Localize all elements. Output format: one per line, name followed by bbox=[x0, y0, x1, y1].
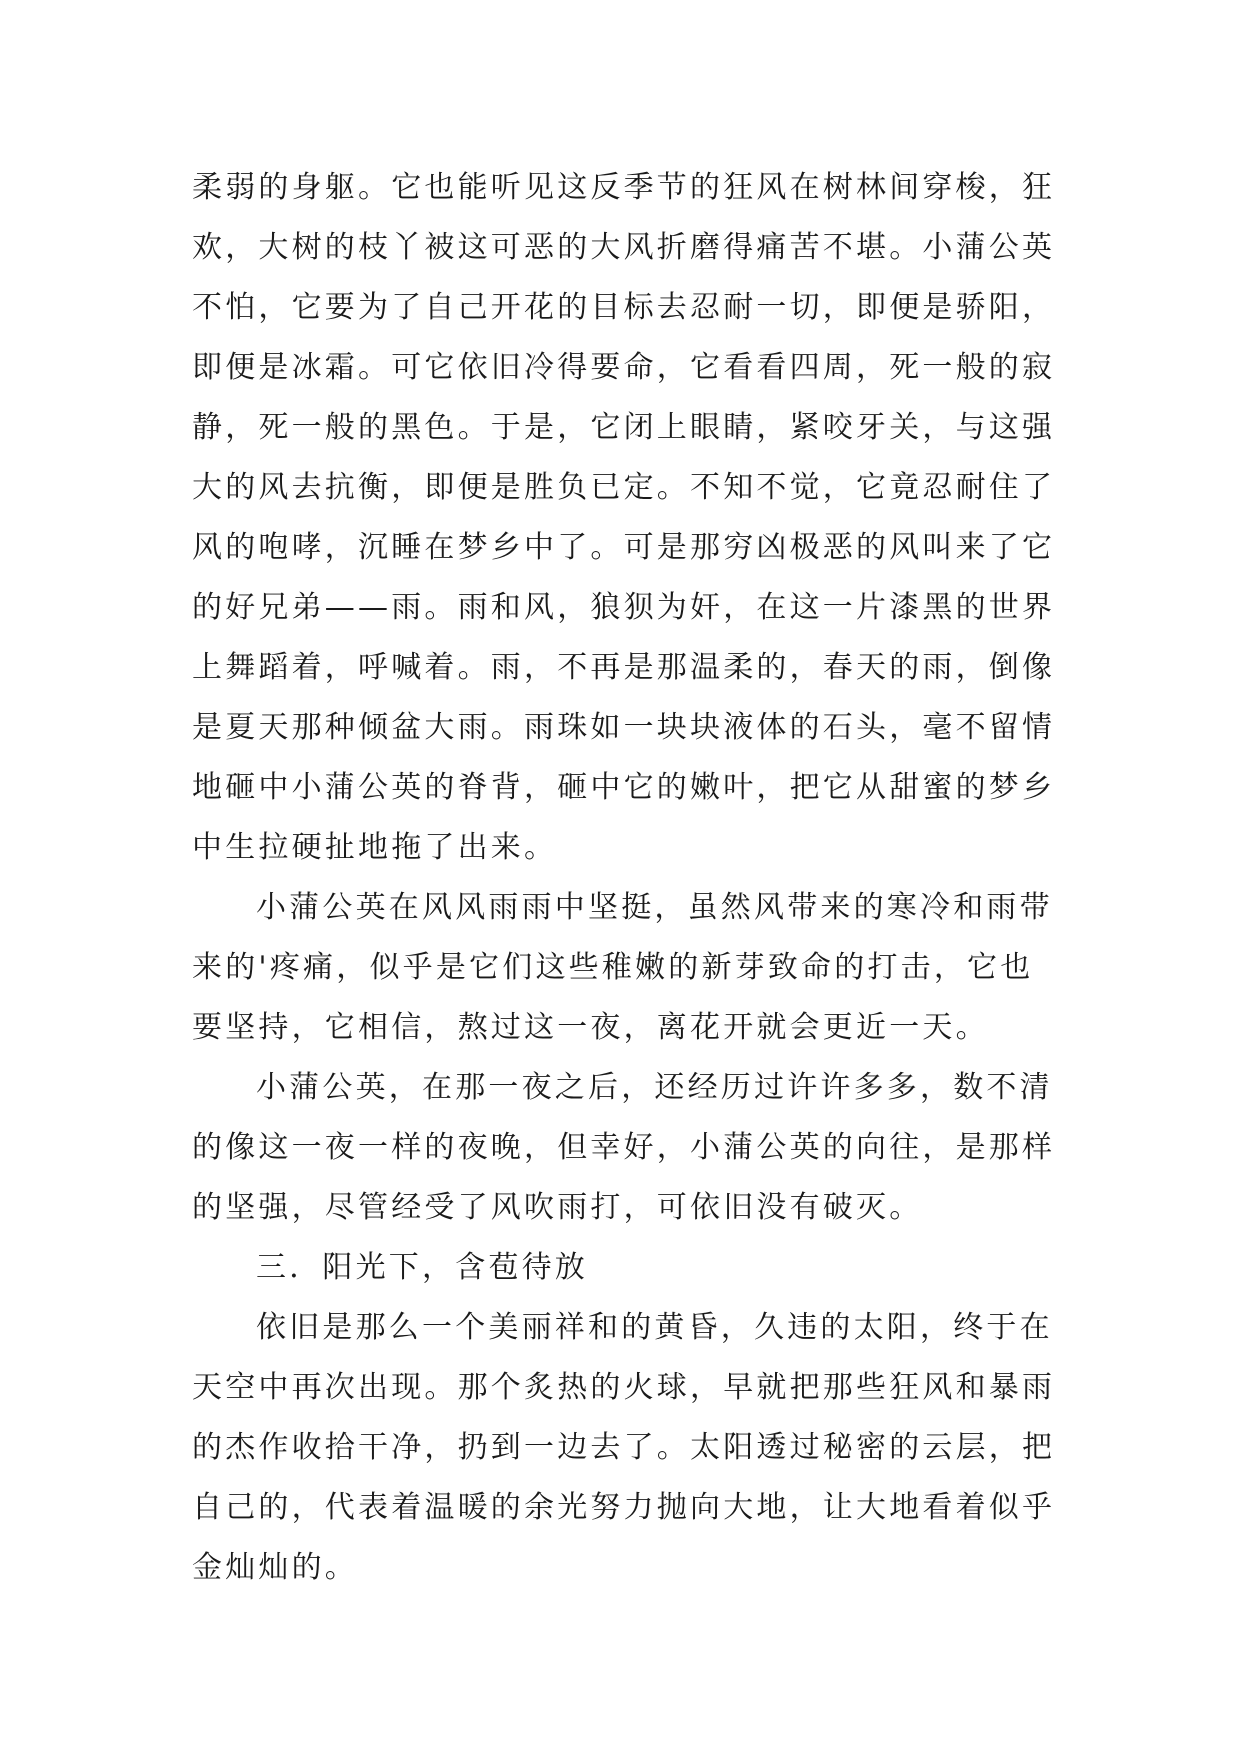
text-line: 是夏天那种倾盆大雨。雨珠如一块块液体的石头，毫不留情 bbox=[192, 710, 1056, 745]
text-line: 地砸中小蒲公英的脊背，砸中它的嫩叶，把它从甜蜜的梦乡 bbox=[192, 770, 1056, 805]
text-line: 风的咆哮，沉睡在梦乡中了。可是那穷凶极恶的风叫来了它 bbox=[192, 530, 1056, 565]
text-line: 静，死一般的黑色。于是，它闭上眼睛，紧咬牙关，与这强 bbox=[192, 410, 1056, 445]
section-heading: 三．阳光下，含苞待放 bbox=[256, 1250, 588, 1285]
text-line: 欢，大树的枝丫被这可恶的大风折磨得痛苦不堪。小蒲公英 bbox=[192, 230, 1056, 265]
body-text bbox=[192, 158, 1072, 1598]
text-line: 中生拉硬扯地拖了出来。 bbox=[192, 830, 558, 865]
paragraph-first-line: 小蒲公英，在那一夜之后，还经历过许许多多，数不清 bbox=[256, 1070, 1053, 1105]
text-line: 来的'疼痛，似乎是它们这些稚嫩的新芽致命的打击，它也 bbox=[192, 950, 1034, 985]
text-line: 的坚强，尽管经受了风吹雨打，可依旧没有破灭。 bbox=[192, 1190, 923, 1225]
paragraph-first-line: 依旧是那么一个美丽祥和的黄昏，久违的太阳，终于在 bbox=[256, 1310, 1053, 1345]
text-line: 金灿灿的。 bbox=[192, 1550, 358, 1585]
text-line: 要坚持，它相信，熬过这一夜，离花开就会更近一天。 bbox=[192, 1010, 989, 1045]
text-line: 的像这一夜一样的夜晚，但幸好，小蒲公英的向往，是那样 bbox=[192, 1130, 1056, 1165]
text-line: 上舞蹈着，呼喊着。雨，不再是那温柔的，春天的雨，倒像 bbox=[192, 650, 1056, 685]
text-line: 不怕，它要为了自己开花的目标去忍耐一切，即便是骄阳， bbox=[192, 290, 1056, 325]
paragraph-first-line: 小蒲公英在风风雨雨中坚挺，虽然风带来的寒冷和雨带 bbox=[256, 890, 1053, 925]
text-line: 自己的，代表着温暖的余光努力抛向大地，让大地看着似乎 bbox=[192, 1490, 1056, 1525]
text-line: 柔弱的身躯。它也能听见这反季节的狂风在树林间穿梭，狂 bbox=[192, 170, 1056, 205]
text-line: 的杰作收拾干净，扔到一边去了。太阳透过秘密的云层，把 bbox=[192, 1430, 1056, 1465]
text-line: 大的风去抗衡，即便是胜负已定。不知不觉，它竟忍耐住了 bbox=[192, 470, 1056, 505]
text-line: 即便是冰霜。可它依旧冷得要命，它看看四周，死一般的寂 bbox=[192, 350, 1056, 385]
text-line: 天空中再次出现。那个炙热的火球，早就把那些狂风和暴雨 bbox=[192, 1370, 1056, 1405]
text-line: 的好兄弟——雨。雨和风，狼狈为奸，在这一片漆黑的世界 bbox=[192, 590, 1056, 625]
